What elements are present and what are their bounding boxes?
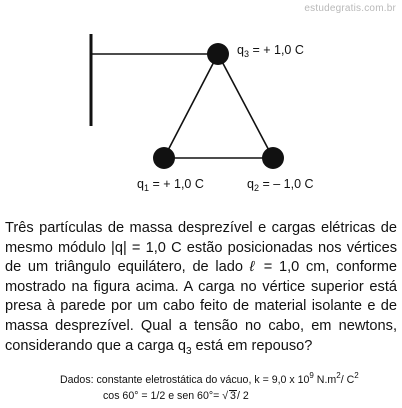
triangle-side-left xyxy=(164,54,218,158)
label-q1: $q_1$ = + 1,0 C xyxy=(137,177,204,193)
label-q2: $q_2$ = – 1,0 C xyxy=(247,177,314,193)
trig-line: cos 60° = 1/2 e sen 60°= √ 3/ 2 xyxy=(103,390,249,402)
watermark: estudegratis.com.br xyxy=(304,3,396,14)
charge-q3 xyxy=(207,43,229,65)
constants-line: Dados: constante eletrostática do vácuo, k = 9,0 x $10^9$ $N.m^2/$ $C^2$ xyxy=(60,371,359,386)
charge-q1 xyxy=(153,147,175,169)
triangle-side-right xyxy=(218,54,273,158)
charge-q2 xyxy=(262,147,284,169)
given-data xyxy=(60,368,400,404)
label-q3: $q_3$ = + 1,0 C xyxy=(237,43,304,59)
question-text: Três partículas de massa desprezível e cargas elétricas de mesmo módulo |q| = 1,0 C estão posicionadas nos vértices de um triângulo equilátero, de lado ℓ = 1,0 cm, conforme mostrado na figura acima. A carga no vértice superior está presa à parede por um cabo feito de material isolante e de massa desprezível. Qual a tensão no cabo, em newtons, considerando que a carga $q_3$ está em repouso? xyxy=(5,220,398,357)
